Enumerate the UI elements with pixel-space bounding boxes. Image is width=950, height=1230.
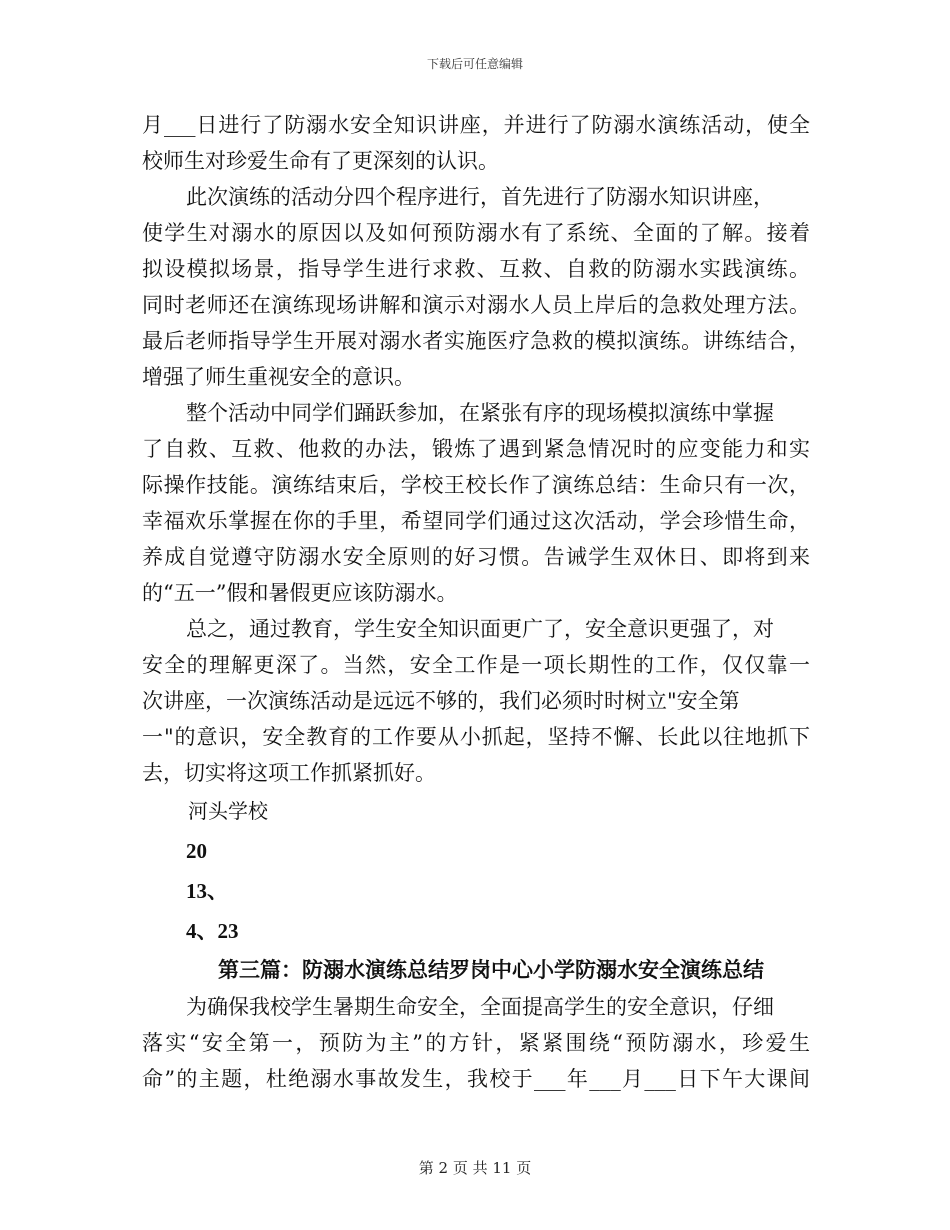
body-line: 次讲座，一次演练活动是远远不够的，我们必须时时树立"安全第 [142,689,740,713]
body-line: 月___日进行了防溺水安全知识讲座，并进行了防溺水演练活动，使全 [142,113,810,137]
body-line: 的“五一”假和暑假更应该防溺水。 [142,581,458,605]
document-body [142,107,810,1097]
paragraph-start: 总之，通过教育，学生安全知识面更广了，安全意识更强了，对 [186,617,774,641]
body-line: 落实“安全第一，预防为主”的方针，紧紧围绕“预防溺水，珍爱生 [142,1031,810,1055]
body-line: 命”的主题，杜绝溺水事故发生，我校于___年___月___日下午大课间 [142,1067,810,1091]
body-line: 安全的理解更深了。当然，安全工作是一项长期性的工作，仅仅靠一 [142,653,810,677]
signature-date: 4、23 [186,919,239,943]
body-line: 去，切实将这项工作抓紧抓好。 [142,761,436,785]
body-line: 拟设模拟场景，指导学生进行求救、互救、自救的防溺水实践演练。 [142,257,810,281]
body-line: 校师生对珍爱生命有了更深刻的认识。 [142,149,499,173]
body-line: 养成自觉遵守防溺水安全原则的好习惯。告诫学生双休日、即将到来 [142,545,810,569]
signature-date: 13、 [186,879,228,903]
signature-date: 20 [186,839,207,863]
body-line: 最后老师指导学生开展对溺水者实施医疗急救的模拟演练。讲练结合， [142,329,810,353]
body-line: 使学生对溺水的原因以及如何预防溺水有了系统、全面的了解。接着 [142,221,810,245]
paragraph-start: 为确保我校学生暑期生命安全，全面提高学生的安全意识，仔细 [186,995,774,1019]
paragraph-start: 整个活动中同学们踊跃参加，在紧张有序的现场模拟演练中掌握 [186,401,774,425]
body-line: 增强了师生重视安全的意识。 [142,365,415,389]
body-line: 一"的意识，安全教育的工作要从小抓起，坚持不懈、长此以往地抓下 [142,725,810,749]
body-line: 同时老师还在演练现场讲解和演示对溺水人员上岸后的急救处理方法。 [142,293,810,317]
header-note: 下载后可任意编辑 [426,57,523,71]
signature-school: 河头学校 [188,799,268,823]
paragraph-start: 此次演练的活动分四个程序进行，首先进行了防溺水知识讲座， [186,185,774,209]
body-line: 了自救、互救、他救的办法，锻炼了遇到紧急情况时的应变能力和实 [142,437,810,461]
body-line: 际操作技能。演练结束后，学校王校长作了演练总结：生命只有一次， [142,473,810,497]
body-line: 幸福欢乐掌握在你的手里，希望同学们通过这次活动，学会珍惜生命， [142,509,810,533]
page-number: 第 2 页 共 11 页 [418,1159,532,1177]
section-title: 第三篇：防溺水演练总结罗岗中心小学防溺水安全演练总结 [218,957,764,982]
